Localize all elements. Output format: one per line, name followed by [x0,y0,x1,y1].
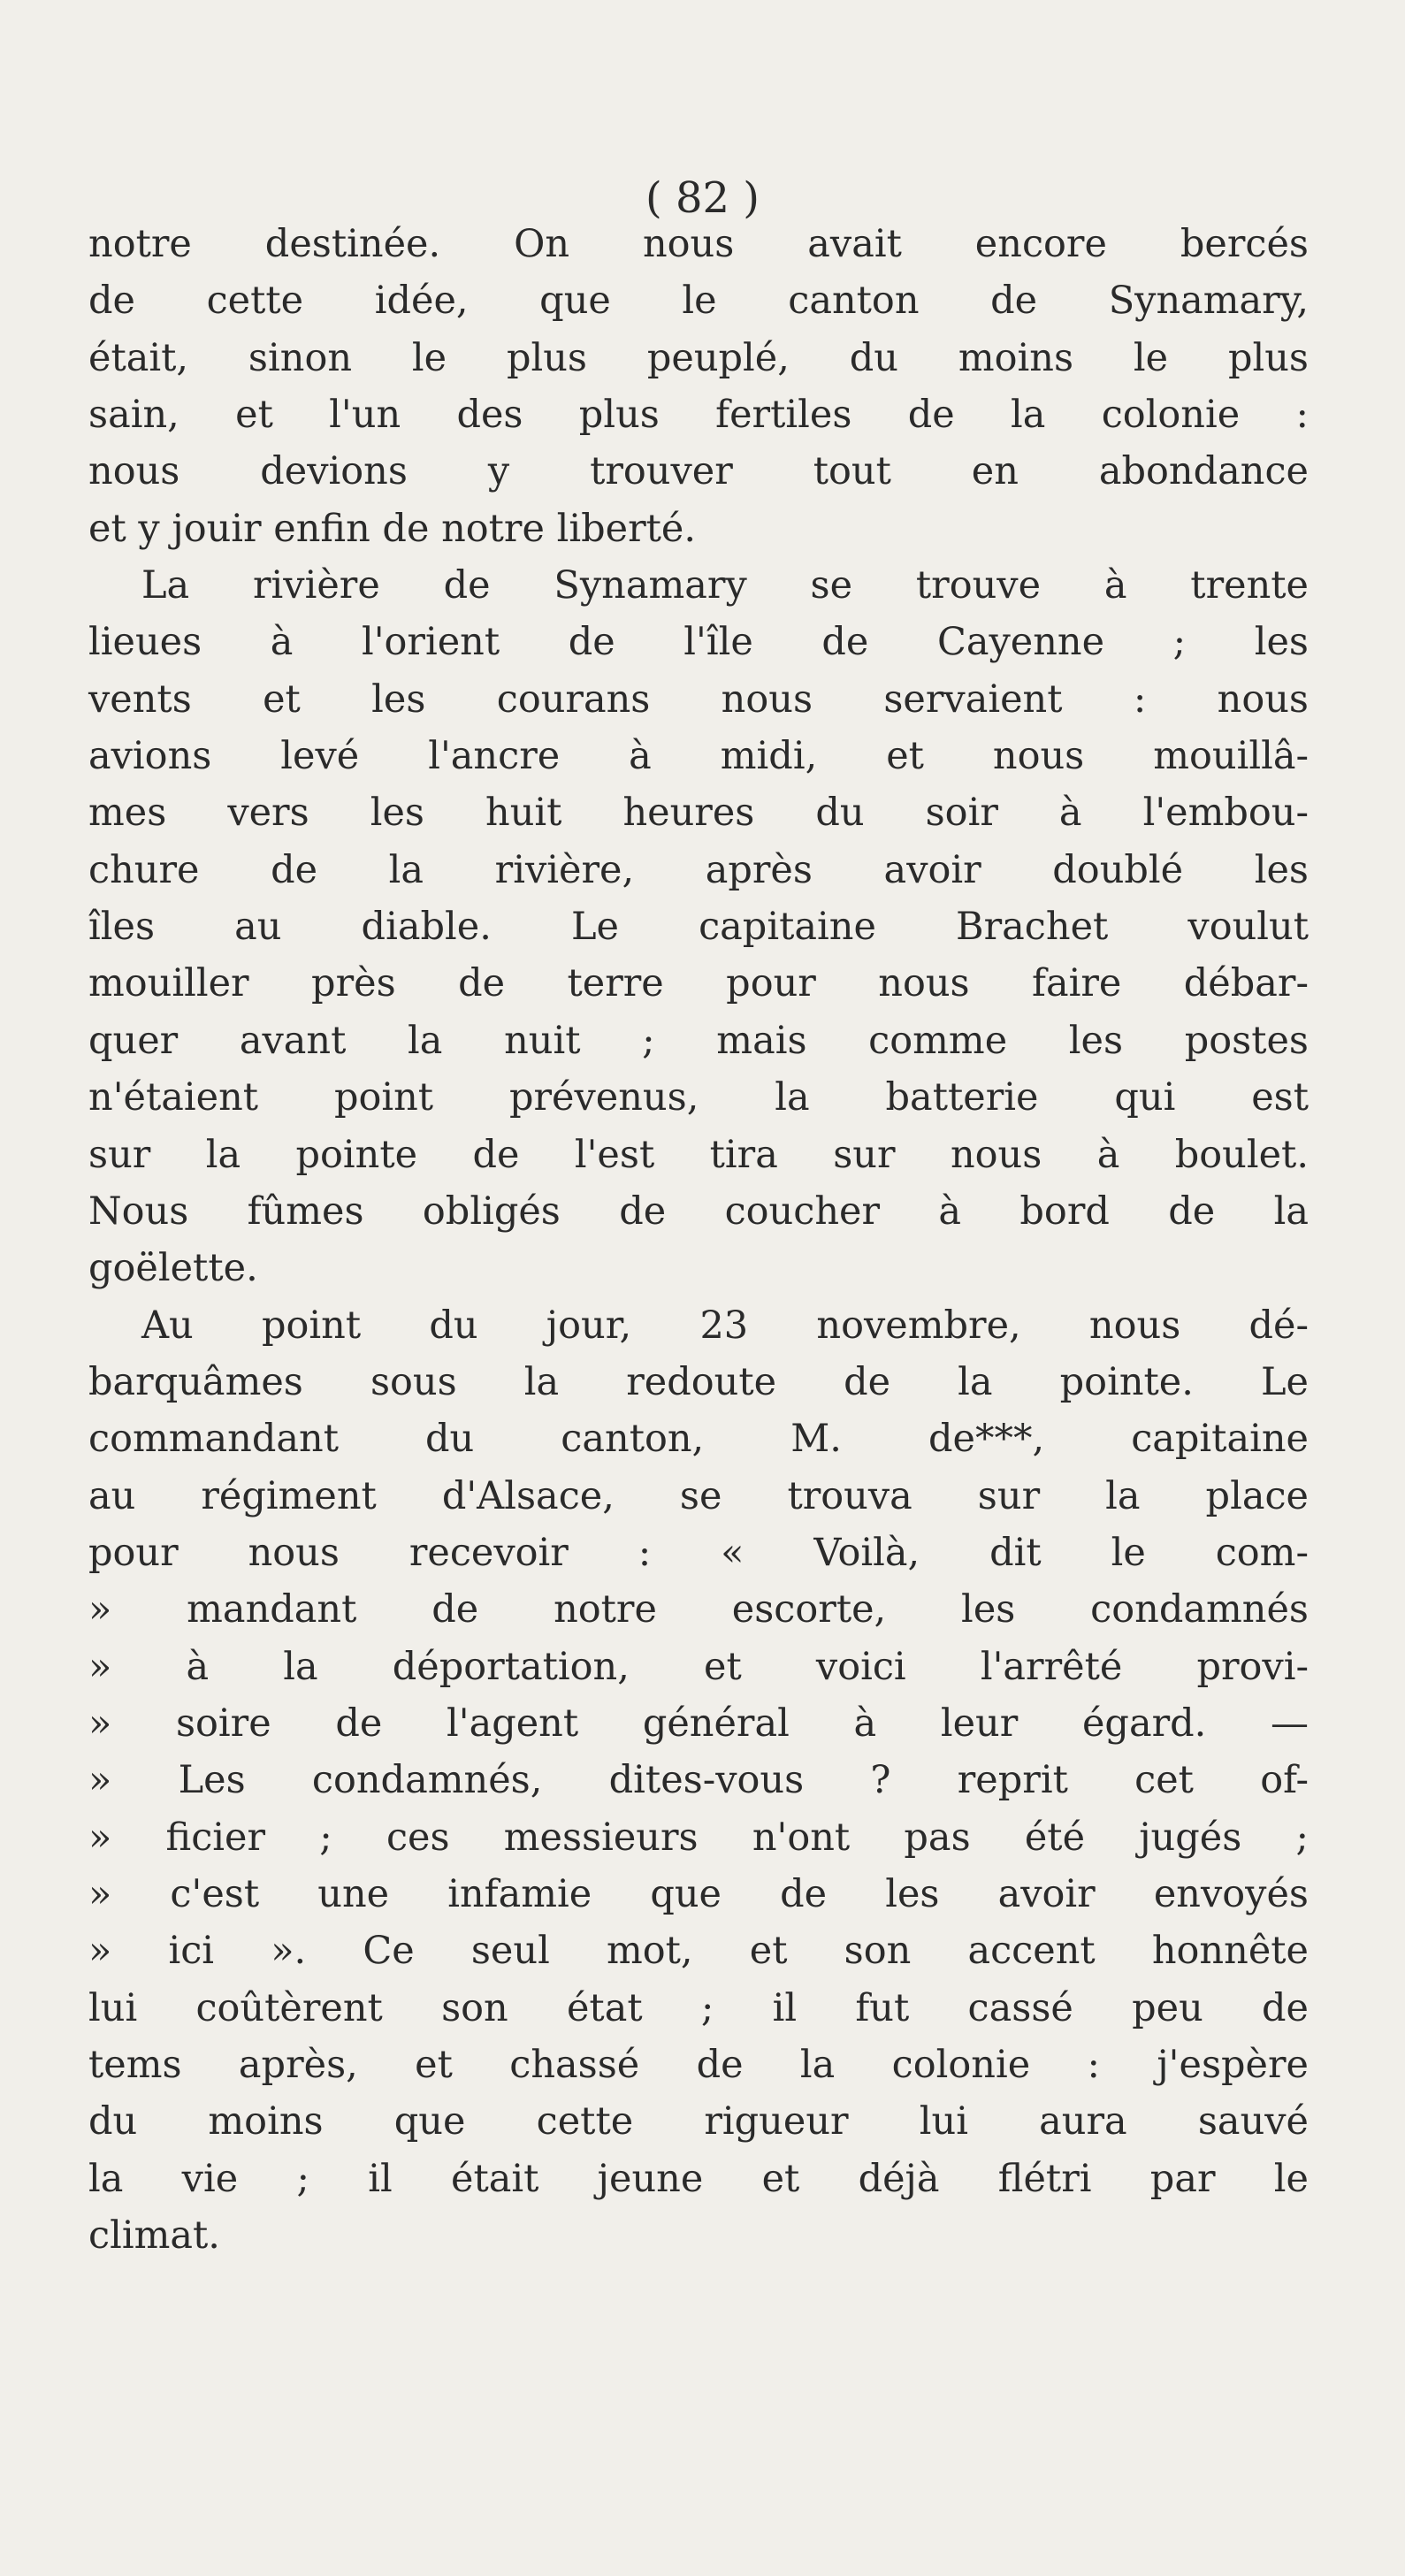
text-line: vents et les courans nous servaient : nous [88,676,1309,722]
text-line: chure de la rivière, après avoir doublé les [88,847,1309,892]
text-line: pour nous recevoir : « Voilà, dit le com- [88,1530,1309,1575]
text-line: » ici ». Ce seul mot, et son accent honnête [88,1929,1309,1974]
text-line: quer avant la nuit ; mais comme les postes [88,1018,1309,1063]
page-number: ( 82 ) [645,173,760,223]
text-line: goëlette. [88,1246,258,1291]
text-line: la vie ; il était jeune et déjà flétri par le [88,2156,1309,2201]
text-line: notre destinée. On nous avait encore bercés [88,222,1309,266]
text-line: » soire de l'agent général à leur égard. — [88,1701,1309,1746]
text-line: La rivière de Synamary se trouve à trente [141,563,1309,608]
text-line: Nous fûmes obligés de coucher à bord de la [88,1189,1309,1234]
text-line: au régiment d'Alsace, se trouva sur la place [88,1473,1309,1518]
text-line: sur la pointe de l'est tira sur nous à boulet. [88,1132,1309,1177]
text-line: tems après, et chassé de la colonie : j'espère [88,2043,1309,2087]
text-line: mes vers les huit heures du soir à l'embou- [88,791,1309,836]
text-line: lieues à l'orient de l'île de Cayenne ; les [88,620,1309,665]
text-line: nous devions y trouver tout en abondance [88,449,1309,494]
text-line: » ficier ; ces messieurs n'ont pas été jugés ; [88,1815,1309,1860]
text-line: » c'est une infamie que de les avoir envoyés [88,1871,1309,1916]
text-line: » mandant de notre escorte, les condamnés [88,1587,1309,1632]
text-line: et y jouir enfin de notre liberté. [88,506,697,551]
text-line: était, sinon le plus peuplé, du moins le plus [88,335,1309,380]
text-line: lui coûtèrent son état ; il fut cassé peu de [88,1985,1309,2030]
text-line: du moins que cette rigueur lui aura sauvé [88,2099,1309,2144]
text-line: sain, et l'un des plus fertiles de la colonie : [88,393,1309,438]
text-line: îles au diable. Le capitaine Brachet voulut [88,905,1309,950]
text-line: avions levé l'ancre à midi, et nous mouillâ- [88,734,1309,779]
body-text [88,216,1309,2264]
text-line: de cette idée, que le canton de Synamary, [88,279,1309,324]
text-line: » Les condamnés, dites-vous ? reprit cet of- [88,1758,1309,1803]
text-line: barquâmes sous la redoute de la pointe. Le [88,1359,1309,1404]
text-line: » à la déportation, et voici l'arrêté provi- [88,1644,1309,1689]
text-line: mouiller près de terre pour nous faire débar- [88,961,1309,1006]
text-line: Au point du jour, 23 novembre, nous dé- [141,1303,1309,1348]
text-line: commandant du canton, M. de***, capitaine [88,1417,1309,1462]
text-line: climat. [88,2213,220,2259]
text-line: n'étaient point prévenus, la batterie qui est [88,1075,1309,1120]
